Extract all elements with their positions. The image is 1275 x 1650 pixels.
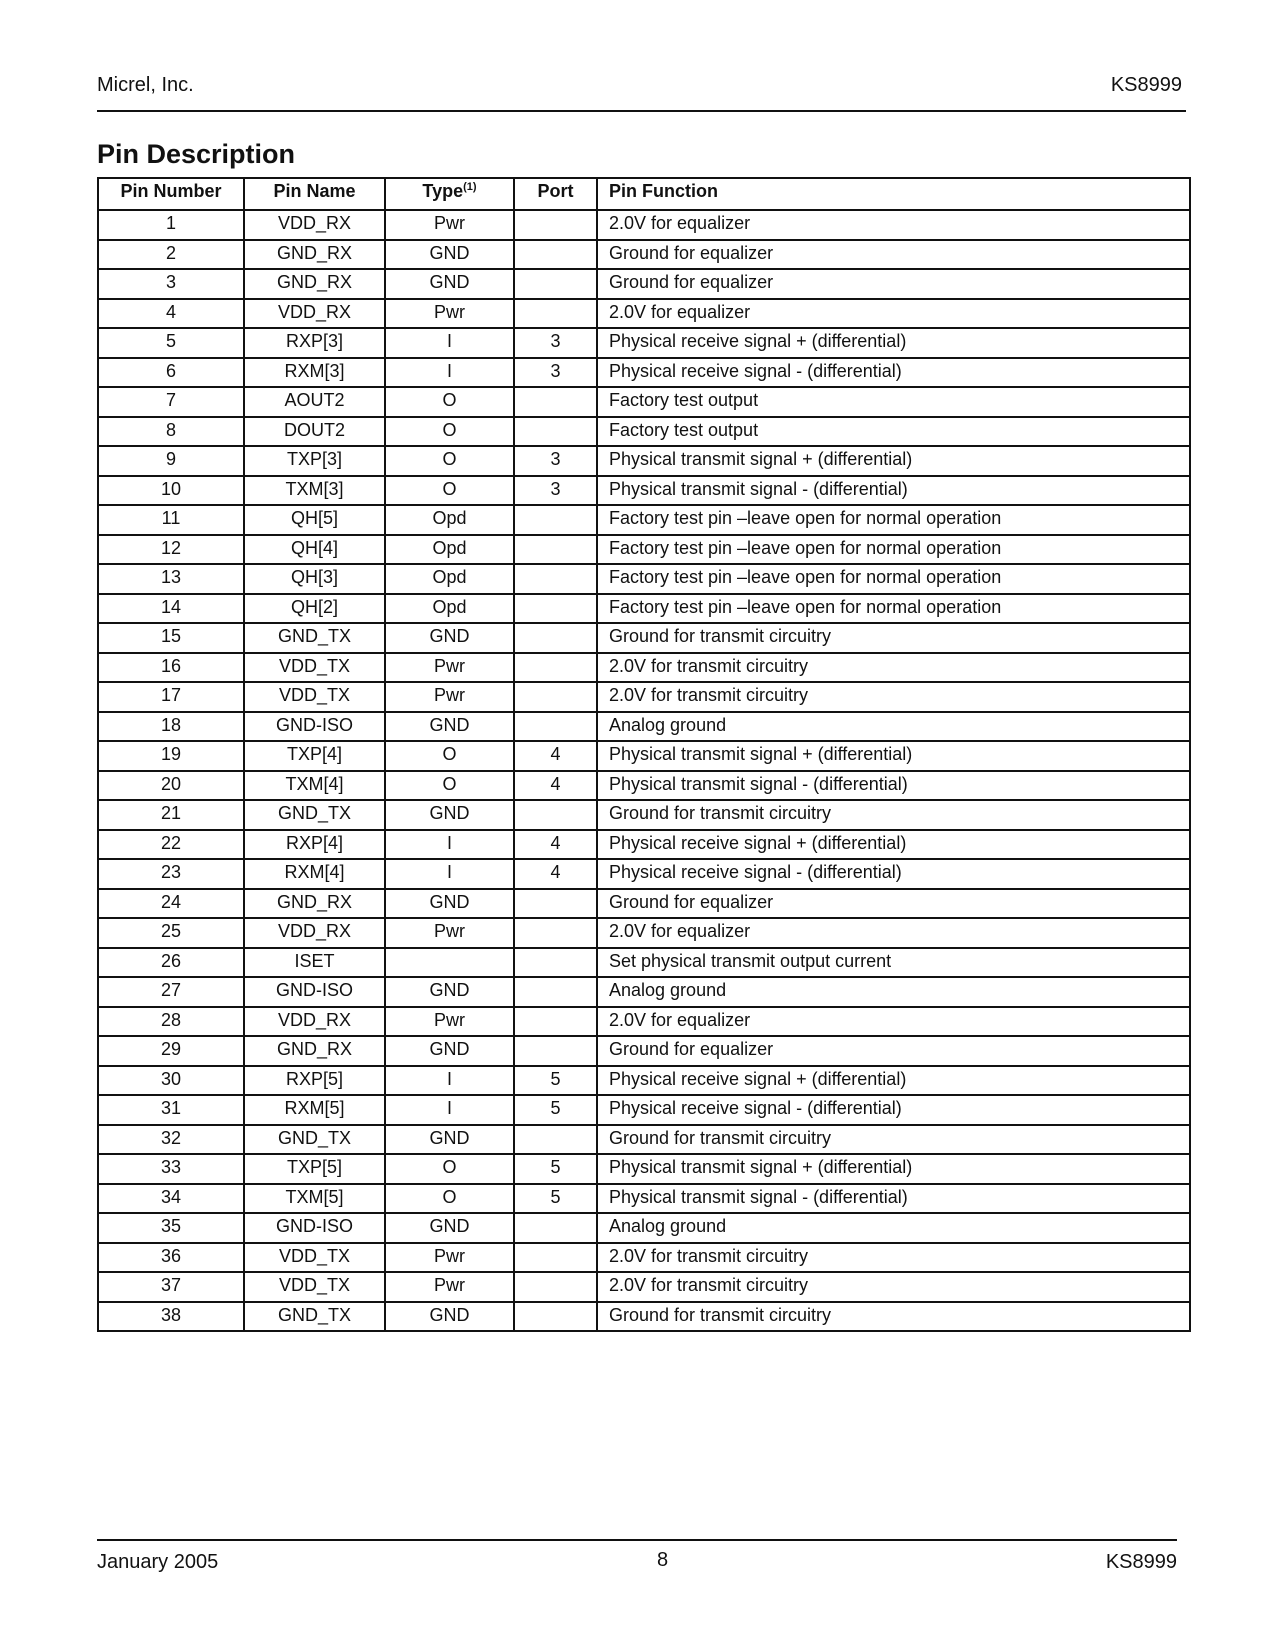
cell-pin-name: TXM[5]: [244, 1184, 385, 1214]
table-row: [98, 446, 1190, 476]
cell-port: 4: [514, 741, 597, 771]
cell-pin-number: 29: [98, 1036, 244, 1066]
cell-pin-name: GND_TX: [244, 623, 385, 653]
cell-pin-number: 10: [98, 476, 244, 506]
cell-pin-function: Set physical transmit output current: [597, 948, 1190, 978]
cell-port: [514, 1302, 597, 1332]
table-row: [98, 1095, 1190, 1125]
cell-pin-number: 3: [98, 269, 244, 299]
table-row: [98, 240, 1190, 270]
cell-port: [514, 889, 597, 919]
cell-type: GND: [385, 1213, 514, 1243]
table-row: [98, 623, 1190, 653]
cell-pin-name: VDD_TX: [244, 1243, 385, 1273]
table-row: [98, 564, 1190, 594]
cell-pin-name: VDD_RX: [244, 210, 385, 240]
cell-type: Pwr: [385, 1243, 514, 1273]
cell-port: [514, 1272, 597, 1302]
cell-type: Pwr: [385, 918, 514, 948]
cell-pin-name: VDD_TX: [244, 682, 385, 712]
cell-type: I: [385, 830, 514, 860]
cell-pin-function: Ground for transmit circuitry: [597, 623, 1190, 653]
cell-pin-function: Physical receive signal - (differential): [597, 358, 1190, 388]
cell-type: Opd: [385, 535, 514, 565]
cell-type: Opd: [385, 594, 514, 624]
col-header-pin-function: Pin Function: [597, 178, 1190, 210]
cell-pin-name: ISET: [244, 948, 385, 978]
cell-pin-function: 2.0V for equalizer: [597, 918, 1190, 948]
cell-pin-function: Physical receive signal + (differential): [597, 830, 1190, 860]
cell-pin-function: Physical transmit signal + (differential): [597, 446, 1190, 476]
cell-type: GND: [385, 240, 514, 270]
cell-pin-number: 1: [98, 210, 244, 240]
cell-pin-name: GND-ISO: [244, 712, 385, 742]
cell-pin-number: 12: [98, 535, 244, 565]
cell-type: Pwr: [385, 1007, 514, 1037]
cell-port: [514, 682, 597, 712]
cell-type: O: [385, 417, 514, 447]
table-header-row: [98, 178, 1190, 210]
cell-port: [514, 1036, 597, 1066]
table-row: [98, 800, 1190, 830]
cell-pin-name: TXP[4]: [244, 741, 385, 771]
table-row: [98, 653, 1190, 683]
cell-pin-number: 8: [98, 417, 244, 447]
cell-port: 4: [514, 859, 597, 889]
cell-port: [514, 505, 597, 535]
cell-pin-name: RXP[5]: [244, 1066, 385, 1096]
cell-pin-function: Factory test output: [597, 387, 1190, 417]
cell-pin-function: Factory test pin –leave open for normal operation: [597, 505, 1190, 535]
cell-port: [514, 299, 597, 329]
cell-pin-number: 23: [98, 859, 244, 889]
cell-pin-name: GND_TX: [244, 800, 385, 830]
cell-pin-function: Physical transmit signal + (differential): [597, 741, 1190, 771]
cell-type: GND: [385, 977, 514, 1007]
cell-port: 3: [514, 358, 597, 388]
cell-pin-function: Factory test pin –leave open for normal operation: [597, 594, 1190, 624]
cell-pin-number: 25: [98, 918, 244, 948]
cell-pin-function: Physical receive signal - (differential): [597, 859, 1190, 889]
cell-pin-number: 7: [98, 387, 244, 417]
cell-pin-name: VDD_RX: [244, 299, 385, 329]
cell-pin-number: 17: [98, 682, 244, 712]
cell-port: [514, 269, 597, 299]
cell-pin-function: Analog ground: [597, 977, 1190, 1007]
cell-port: [514, 1125, 597, 1155]
table-row: [98, 1007, 1190, 1037]
cell-pin-function: 2.0V for transmit circuitry: [597, 1272, 1190, 1302]
cell-pin-name: GND_RX: [244, 1036, 385, 1066]
cell-type: [385, 948, 514, 978]
cell-type: I: [385, 859, 514, 889]
cell-port: [514, 1243, 597, 1273]
cell-pin-name: DOUT2: [244, 417, 385, 447]
table-row: [98, 741, 1190, 771]
cell-type: I: [385, 328, 514, 358]
cell-pin-function: Ground for transmit circuitry: [597, 1125, 1190, 1155]
cell-type: Opd: [385, 505, 514, 535]
cell-pin-function: Physical transmit signal + (differential): [597, 1154, 1190, 1184]
table-row: [98, 1036, 1190, 1066]
cell-type: GND: [385, 1036, 514, 1066]
cell-pin-number: 30: [98, 1066, 244, 1096]
cell-type: Pwr: [385, 1272, 514, 1302]
table-body: [98, 210, 1190, 1331]
cell-pin-name: GND_RX: [244, 240, 385, 270]
cell-pin-name: QH[5]: [244, 505, 385, 535]
cell-pin-function: 2.0V for equalizer: [597, 210, 1190, 240]
cell-port: [514, 800, 597, 830]
cell-type: Pwr: [385, 299, 514, 329]
cell-pin-number: 9: [98, 446, 244, 476]
cell-type: O: [385, 446, 514, 476]
cell-pin-function: Physical transmit signal - (differential): [597, 476, 1190, 506]
cell-type: I: [385, 1066, 514, 1096]
table-row: [98, 1066, 1190, 1096]
table-row: [98, 682, 1190, 712]
section-title: Pin Description: [97, 139, 296, 169]
cell-type: GND: [385, 800, 514, 830]
footer-part-number: KS8999: [1105, 1551, 1177, 1573]
cell-port: 4: [514, 771, 597, 801]
cell-pin-number: 6: [98, 358, 244, 388]
cell-port: 5: [514, 1184, 597, 1214]
cell-pin-number: 33: [98, 1154, 244, 1184]
part-number: KS8999: [1110, 74, 1182, 96]
cell-port: [514, 918, 597, 948]
cell-port: 3: [514, 476, 597, 506]
cell-type: O: [385, 1184, 514, 1214]
cell-type: O: [385, 1154, 514, 1184]
cell-pin-number: 20: [98, 771, 244, 801]
cell-pin-function: Factory test pin –leave open for normal operation: [597, 564, 1190, 594]
cell-pin-function: 2.0V for equalizer: [597, 299, 1190, 329]
cell-type: O: [385, 741, 514, 771]
footer-date: January 2005: [97, 1551, 219, 1573]
cell-pin-function: Physical receive signal - (differential): [597, 1095, 1190, 1125]
col-header-port: Port: [514, 178, 597, 210]
cell-type: O: [385, 476, 514, 506]
cell-port: [514, 712, 597, 742]
cell-pin-function: Physical transmit signal - (differential): [597, 771, 1190, 801]
col-header-type-label: Type: [422, 181, 464, 201]
footer-page-number: 8: [657, 1549, 669, 1571]
table-row: [98, 1243, 1190, 1273]
cell-port: [514, 623, 597, 653]
cell-port: [514, 1007, 597, 1037]
cell-type: GND: [385, 623, 514, 653]
table-row: [98, 299, 1190, 329]
cell-pin-number: 32: [98, 1125, 244, 1155]
table-row: [98, 1213, 1190, 1243]
cell-pin-name: VDD_TX: [244, 1272, 385, 1302]
page-footer: [97, 1539, 1177, 1581]
cell-type: GND: [385, 889, 514, 919]
cell-pin-number: 16: [98, 653, 244, 683]
cell-pin-name: RXM[5]: [244, 1095, 385, 1125]
cell-type: GND: [385, 269, 514, 299]
table-row: [98, 948, 1190, 978]
cell-pin-name: VDD_TX: [244, 653, 385, 683]
cell-type: GND: [385, 1125, 514, 1155]
cell-type: I: [385, 358, 514, 388]
cell-pin-name: QH[3]: [244, 564, 385, 594]
table-row: [98, 594, 1190, 624]
cell-pin-number: 18: [98, 712, 244, 742]
cell-port: 5: [514, 1066, 597, 1096]
table-row: [98, 1184, 1190, 1214]
table-row: [98, 417, 1190, 447]
cell-pin-name: VDD_RX: [244, 1007, 385, 1037]
cell-pin-function: Analog ground: [597, 712, 1190, 742]
cell-pin-name: TXP[5]: [244, 1154, 385, 1184]
cell-port: 3: [514, 446, 597, 476]
cell-port: 3: [514, 328, 597, 358]
cell-pin-number: 35: [98, 1213, 244, 1243]
table-row: [98, 387, 1190, 417]
table-row: [98, 771, 1190, 801]
cell-pin-name: GND_TX: [244, 1302, 385, 1332]
cell-pin-function: Physical transmit signal - (differential): [597, 1184, 1190, 1214]
cell-type: I: [385, 1095, 514, 1125]
cell-pin-name: RXP[4]: [244, 830, 385, 860]
cell-port: [514, 653, 597, 683]
cell-pin-name: VDD_RX: [244, 918, 385, 948]
cell-pin-number: 24: [98, 889, 244, 919]
cell-pin-name: GND_RX: [244, 269, 385, 299]
cell-pin-number: 14: [98, 594, 244, 624]
table-row: [98, 918, 1190, 948]
cell-port: 5: [514, 1095, 597, 1125]
cell-pin-number: 15: [98, 623, 244, 653]
cell-port: 5: [514, 1154, 597, 1184]
cell-pin-number: 19: [98, 741, 244, 771]
table-row: [98, 476, 1190, 506]
cell-port: [514, 210, 597, 240]
table-row: [98, 358, 1190, 388]
cell-pin-function: Physical receive signal + (differential): [597, 328, 1190, 358]
table-row: [98, 712, 1190, 742]
pin-description-table: [97, 177, 1191, 1332]
cell-pin-number: 26: [98, 948, 244, 978]
cell-pin-name: RXM[3]: [244, 358, 385, 388]
table-row: [98, 1272, 1190, 1302]
cell-pin-number: 27: [98, 977, 244, 1007]
table-row: [98, 1154, 1190, 1184]
cell-pin-number: 34: [98, 1184, 244, 1214]
table-row: [98, 977, 1190, 1007]
cell-pin-function: Ground for equalizer: [597, 1036, 1190, 1066]
cell-port: [514, 1213, 597, 1243]
cell-pin-number: 36: [98, 1243, 244, 1273]
table-row: [98, 269, 1190, 299]
cell-port: [514, 417, 597, 447]
cell-type: O: [385, 387, 514, 417]
cell-pin-number: 5: [98, 328, 244, 358]
cell-pin-name: GND-ISO: [244, 1213, 385, 1243]
cell-pin-function: Analog ground: [597, 1213, 1190, 1243]
cell-pin-name: GND_RX: [244, 889, 385, 919]
page-header: [97, 74, 1186, 112]
company-name: Micrel, Inc.: [97, 74, 194, 96]
cell-port: [514, 977, 597, 1007]
cell-type: Pwr: [385, 653, 514, 683]
col-header-pin-name: Pin Name: [244, 178, 385, 210]
table-row: [98, 210, 1190, 240]
cell-pin-function: Ground for equalizer: [597, 240, 1190, 270]
cell-type: Opd: [385, 564, 514, 594]
cell-pin-name: TXP[3]: [244, 446, 385, 476]
cell-type: O: [385, 771, 514, 801]
cell-port: 4: [514, 830, 597, 860]
cell-pin-number: 4: [98, 299, 244, 329]
cell-pin-function: Ground for transmit circuitry: [597, 800, 1190, 830]
table-row: [98, 859, 1190, 889]
table-row: [98, 1302, 1190, 1332]
cell-pin-function: 2.0V for equalizer: [597, 1007, 1190, 1037]
cell-pin-number: 38: [98, 1302, 244, 1332]
col-header-pin-number: Pin Number: [98, 178, 244, 210]
cell-port: [514, 240, 597, 270]
cell-pin-number: 13: [98, 564, 244, 594]
cell-pin-number: 22: [98, 830, 244, 860]
cell-type: Pwr: [385, 682, 514, 712]
table-row: [98, 889, 1190, 919]
cell-port: [514, 948, 597, 978]
cell-pin-number: 2: [98, 240, 244, 270]
cell-port: [514, 535, 597, 565]
cell-pin-name: TXM[4]: [244, 771, 385, 801]
cell-pin-name: RXP[3]: [244, 328, 385, 358]
cell-pin-function: Physical receive signal + (differential): [597, 1066, 1190, 1096]
cell-pin-name: TXM[3]: [244, 476, 385, 506]
table-row: [98, 1125, 1190, 1155]
cell-pin-number: 37: [98, 1272, 244, 1302]
table-row: [98, 830, 1190, 860]
cell-pin-name: GND-ISO: [244, 977, 385, 1007]
cell-pin-number: 28: [98, 1007, 244, 1037]
cell-pin-number: 21: [98, 800, 244, 830]
cell-port: [514, 594, 597, 624]
cell-pin-function: 2.0V for transmit circuitry: [597, 653, 1190, 683]
cell-pin-function: Factory test output: [597, 417, 1190, 447]
cell-pin-name: RXM[4]: [244, 859, 385, 889]
table-row: [98, 535, 1190, 565]
cell-pin-name: QH[4]: [244, 535, 385, 565]
cell-pin-name: GND_TX: [244, 1125, 385, 1155]
cell-pin-function: 2.0V for transmit circuitry: [597, 1243, 1190, 1273]
type-footnote-ref: (1): [463, 181, 477, 193]
table-row: [98, 328, 1190, 358]
cell-pin-function: Ground for transmit circuitry: [597, 1302, 1190, 1332]
cell-pin-name: QH[2]: [244, 594, 385, 624]
cell-type: GND: [385, 1302, 514, 1332]
cell-type: Pwr: [385, 210, 514, 240]
cell-pin-name: AOUT2: [244, 387, 385, 417]
cell-port: [514, 387, 597, 417]
cell-type: GND: [385, 712, 514, 742]
cell-pin-number: 11: [98, 505, 244, 535]
cell-pin-number: 31: [98, 1095, 244, 1125]
table-row: [98, 505, 1190, 535]
cell-pin-function: Ground for equalizer: [597, 889, 1190, 919]
cell-port: [514, 564, 597, 594]
col-header-type: [385, 178, 514, 210]
cell-pin-function: Ground for equalizer: [597, 269, 1190, 299]
cell-pin-function: Factory test pin –leave open for normal operation: [597, 535, 1190, 565]
cell-pin-function: 2.0V for transmit circuitry: [597, 682, 1190, 712]
